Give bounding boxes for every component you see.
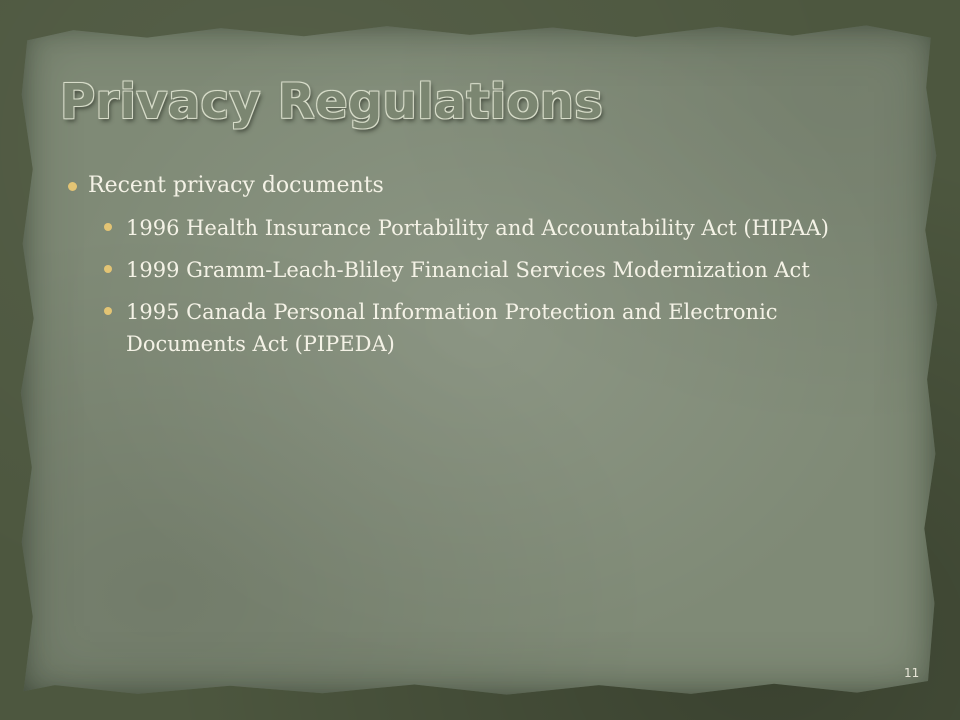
sub-bullet-list [104,212,888,360]
slide-number: 11 [904,666,920,680]
bullet-icon [104,307,112,315]
bullet-text: Recent privacy documents [88,173,384,198]
bullet-item-recent-documents [68,170,888,360]
slide-title: Privacy Regulations [60,74,604,130]
bullet-list [68,170,888,370]
bullet-icon [104,265,112,273]
sub-bullet-text: 1995 Canada Personal Information Protection and Electronic Documents Act (PIPEDA) [126,300,778,356]
bullet-icon [68,182,77,191]
sub-bullet-item-hipaa [104,212,888,244]
sub-bullet-text: 1996 Health Insurance Portability and Accountability Act (HIPAA) [126,216,829,240]
sub-bullet-text: 1999 Gramm-Leach-Bliley Financial Services Modernization Act [126,258,810,282]
bullet-icon [104,223,112,231]
sub-bullet-item-glba [104,254,888,286]
sub-bullet-item-pipeda [104,296,888,360]
